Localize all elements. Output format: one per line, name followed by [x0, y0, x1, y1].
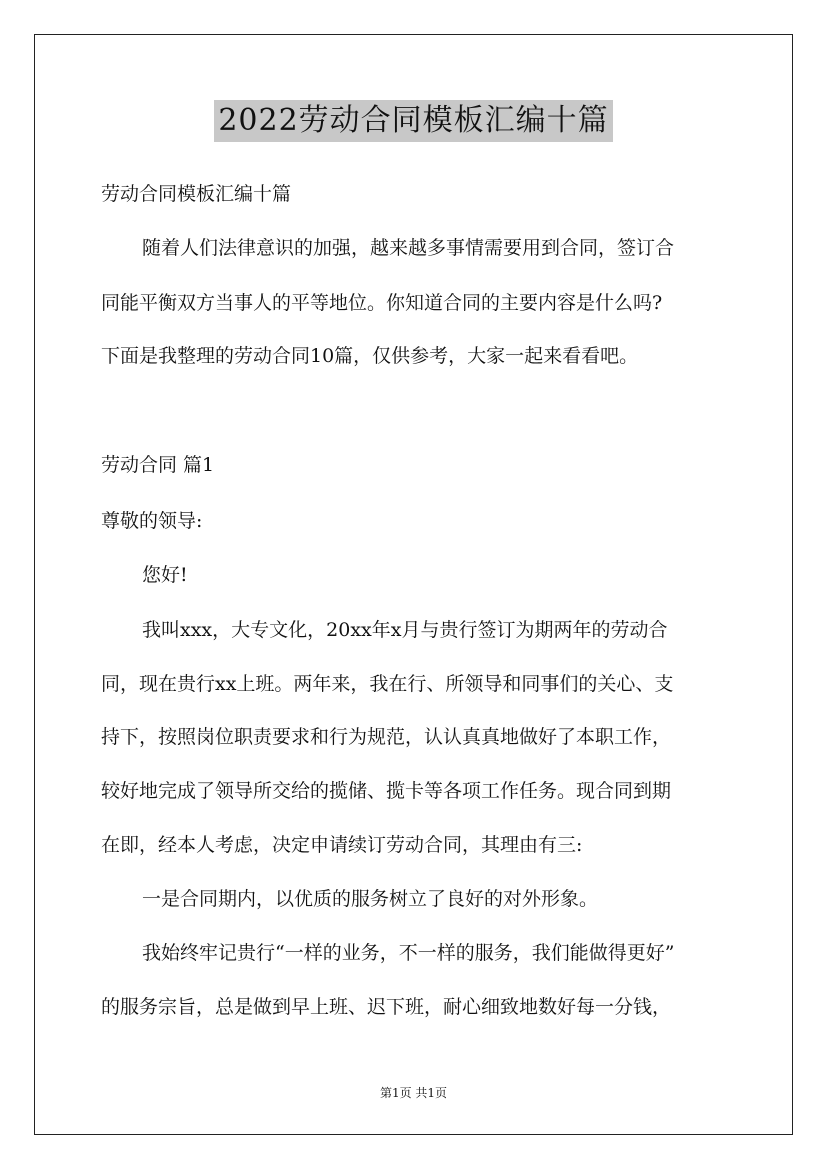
body-line-7: 我始终牢记贵行“一样的业务，不一样的服务，我们能做得更好” [142, 942, 675, 964]
document-subtitle: 劳动合同模板汇编十篇 [101, 183, 292, 205]
document-title: 2022劳动合同模板汇编十篇 [214, 100, 612, 142]
body-line-1: 我叫xxx，大专文化，20xx年x月与贵行签订为期两年的劳动合 [142, 619, 668, 641]
intro-line-1: 随着人们法律意识的加强，越来越多事情需要用到合同，签订合 [142, 237, 675, 259]
body-line-6: 一是合同期内，以优质的服务树立了良好的对外形象。 [142, 888, 599, 910]
salutation: 尊敬的领导: [101, 510, 203, 532]
body-line-8: 的服务宗旨，总是做到早上班、迟下班，耐心细致地数好每一分钱， [101, 996, 672, 1018]
intro-line-3: 下面是我整理的劳动合同10篇，仅供参考，大家一起来看看吧。 [101, 345, 639, 367]
title-container [0, 100, 827, 142]
body-line-5: 在即，经本人考虑，决定申请续订劳动合同，其理由有三: [101, 834, 583, 856]
intro-line-2: 同能平衡双方当事人的平等地位。你知道合同的主要内容是什么吗? [101, 292, 663, 314]
body-line-2: 同，现在贵行xx上班。两年来，我在行、所领导和同事们的关心、支 [101, 673, 674, 695]
section-heading: 劳动合同 篇1 [101, 454, 215, 476]
greeting: 您好! [142, 564, 188, 586]
body-line-3: 持下，按照岗位职责要求和行为规范，认认真真地做好了本职工作， [101, 726, 672, 748]
page-footer: 第1页 共1页 [379, 1086, 448, 1100]
body-line-4: 较好地完成了领导所交给的揽储、揽卡等各项工作任务。现合同到期 [101, 780, 672, 802]
